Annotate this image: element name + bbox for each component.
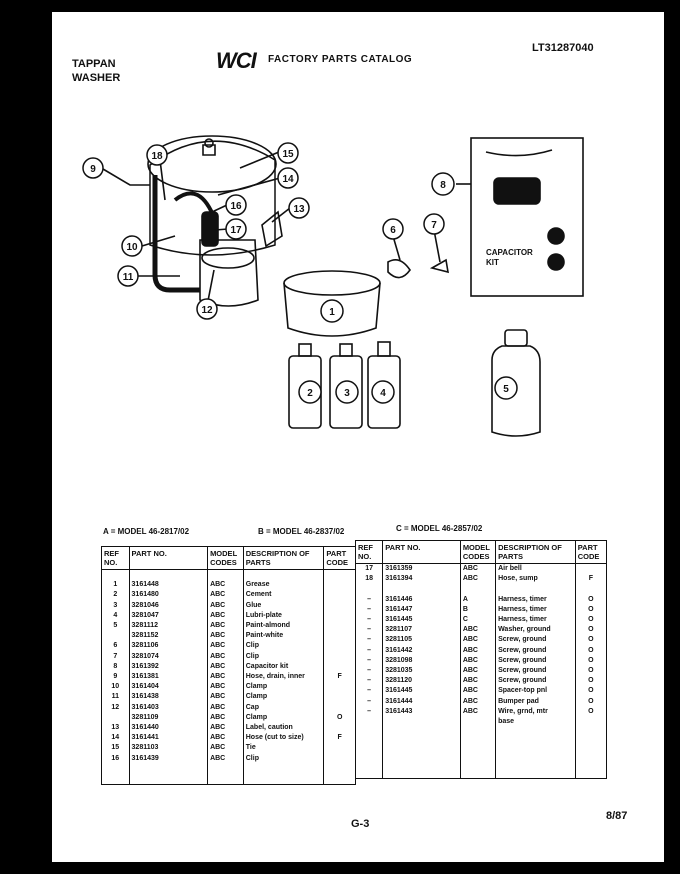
cell-code (324, 631, 356, 641)
cell-part (383, 737, 461, 747)
cell-ref: – (356, 625, 383, 635)
cell-desc: Glue (243, 601, 324, 611)
cell-model: ABC (208, 621, 244, 631)
cell-part (383, 748, 461, 758)
cell-desc: base (496, 717, 576, 727)
cell-code: O (575, 595, 606, 605)
cell-part: 3161438 (129, 692, 208, 702)
table-row (356, 656, 607, 666)
cell-desc: Hose (cut to size) (243, 733, 324, 743)
cell-model: ABC (460, 564, 495, 575)
cell-model: ABC (208, 672, 244, 682)
cell-ref: 14 (102, 733, 130, 743)
cell-ref: 18 (356, 574, 383, 584)
cell-ref: 11 (102, 692, 130, 702)
cell-code: O (575, 686, 606, 696)
callout-13: 13 (293, 204, 305, 215)
cell-model: ABC (208, 703, 244, 713)
table-row (102, 601, 356, 611)
cell-part: 3161448 (129, 580, 208, 590)
cell-desc: Washer, ground (496, 625, 576, 635)
table-row (102, 733, 356, 743)
cell-desc (496, 737, 576, 747)
cell-desc: Cement (243, 590, 324, 600)
cell-model (460, 727, 495, 737)
wci-logo: WCI (216, 48, 256, 73)
cell-desc: Wire, grnd, mtr (496, 707, 576, 717)
cell-desc: Clamp (243, 713, 324, 723)
cell-ref: 16 (102, 754, 130, 764)
cell-model (460, 748, 495, 758)
cell-code (575, 727, 606, 737)
cell-desc (243, 764, 324, 774)
table-row (102, 652, 356, 662)
cell-part: 3281107 (383, 625, 461, 635)
cell-part (129, 570, 208, 581)
cell-desc: Label, caution (243, 723, 324, 733)
callout-14: 14 (282, 174, 294, 185)
col-desc: DESCRIPTION OF PARTS (243, 547, 324, 570)
cell-model: ABC (460, 646, 495, 656)
cell-model: ABC (208, 611, 244, 621)
table-row (102, 621, 356, 631)
table-row (102, 754, 356, 764)
cell-desc: Lubri-plate (243, 611, 324, 621)
cell-ref (102, 570, 130, 581)
cell-model: ABC (460, 666, 495, 676)
cell-part: 3281098 (383, 656, 461, 666)
cell-desc: Screw, ground (496, 676, 576, 686)
cell-code (324, 601, 356, 611)
cell-part: 3281106 (129, 641, 208, 651)
cell-code (575, 748, 606, 758)
table-row (356, 615, 607, 625)
callout-16: 16 (230, 201, 242, 212)
cell-ref: – (356, 686, 383, 696)
cell-part: 3161359 (383, 564, 461, 575)
table-row (356, 717, 607, 727)
cell-ref (356, 737, 383, 747)
catalog-title: FACTORY PARTS CATALOG (268, 54, 413, 65)
cell-model: ABC (208, 713, 244, 723)
cell-part: 3281047 (129, 611, 208, 621)
callout-15: 15 (282, 149, 294, 160)
cell-model: ABC (208, 662, 244, 672)
cell-desc (496, 768, 576, 779)
cell-model: ABC (208, 733, 244, 743)
cell-model (460, 717, 495, 727)
cell-part: 3161394 (383, 574, 461, 584)
table-row (356, 676, 607, 686)
cell-model (208, 764, 244, 774)
cell-model: ABC (208, 692, 244, 702)
table-row (356, 768, 607, 779)
cell-part (383, 727, 461, 737)
table-row (102, 703, 356, 713)
table-row (356, 697, 607, 707)
cell-desc: Spacer-top pnl (496, 686, 576, 696)
cell-model: ABC (460, 676, 495, 686)
cell-desc: Clip (243, 652, 324, 662)
cell-part: 3281152 (129, 631, 208, 641)
cell-part: 3161440 (129, 723, 208, 733)
cell-part: 3161404 (129, 682, 208, 692)
cell-ref: 12 (102, 703, 130, 713)
doc-code: LT31287040 (532, 42, 594, 54)
cell-ref (356, 584, 383, 594)
callout-3: 3 (344, 388, 350, 399)
table-row (102, 764, 356, 774)
cell-code: O (575, 635, 606, 645)
col-part: PART NO. (129, 547, 208, 570)
cell-part: 3161392 (129, 662, 208, 672)
cell-desc (496, 758, 576, 768)
brand-line-2: WASHER (72, 72, 121, 84)
table-row (102, 682, 356, 692)
parts-table-right (355, 540, 607, 779)
col-ref: REF NO. (102, 547, 130, 570)
cell-code (575, 564, 606, 575)
cell-code: O (575, 625, 606, 635)
table-row (356, 737, 607, 747)
cell-part: 3161442 (383, 646, 461, 656)
cell-ref: 4 (102, 611, 130, 621)
cell-ref: 10 (102, 682, 130, 692)
cell-part: 3161439 (129, 754, 208, 764)
cell-model: ABC (460, 574, 495, 584)
cell-ref (102, 713, 130, 723)
cell-model: ABC (460, 635, 495, 645)
table-row (102, 570, 356, 581)
cell-model: ABC (208, 682, 244, 692)
cell-code: O (575, 646, 606, 656)
cell-ref (356, 727, 383, 737)
cell-desc: Screw, ground (496, 656, 576, 666)
cell-model: ABC (208, 580, 244, 590)
cell-part: 3161445 (383, 686, 461, 696)
table-row (356, 748, 607, 758)
cell-part: 3281105 (383, 635, 461, 645)
cell-ref: – (356, 646, 383, 656)
cell-ref (102, 631, 130, 641)
cell-desc (496, 584, 576, 594)
callout-11: 11 (122, 272, 134, 283)
table-row (356, 635, 607, 645)
cell-code: O (575, 605, 606, 615)
table-row (102, 672, 356, 682)
table-row (102, 774, 356, 785)
cell-model: ABC (208, 641, 244, 651)
callout-7: 7 (431, 220, 437, 231)
cell-ref (356, 768, 383, 779)
cell-code: F (575, 574, 606, 584)
cell-part: 3161443 (383, 707, 461, 717)
cell-part (383, 768, 461, 779)
cell-code (575, 737, 606, 747)
cell-code: O (575, 707, 606, 717)
revision-date: 8/87 (606, 810, 628, 822)
cell-desc: Clip (243, 754, 324, 764)
cell-model (460, 768, 495, 779)
cell-model (208, 774, 244, 785)
cell-part (129, 764, 208, 774)
model-a: A = MODEL 46-2817/02 (103, 527, 190, 536)
cell-desc: Air bell (496, 564, 576, 575)
cell-part: 3161480 (129, 590, 208, 600)
cell-part: 3161444 (383, 697, 461, 707)
cell-code: O (324, 713, 356, 723)
table-row (356, 574, 607, 584)
cell-code (324, 682, 356, 692)
col-model: MODEL CODES (460, 541, 495, 564)
cell-model: ABC (460, 656, 495, 666)
cell-code (324, 652, 356, 662)
cell-part: 3281120 (383, 676, 461, 686)
table-row (102, 590, 356, 600)
cell-desc: Hose, drain, inner (243, 672, 324, 682)
cell-part (383, 584, 461, 594)
cell-part: 3161381 (129, 672, 208, 682)
cell-code: F (324, 672, 356, 682)
cell-model (460, 758, 495, 768)
table-row (102, 692, 356, 702)
cell-desc: Screw, ground (496, 635, 576, 645)
table-row (356, 646, 607, 656)
cell-part (383, 717, 461, 727)
cell-ref: 6 (102, 641, 130, 651)
cell-desc (496, 748, 576, 758)
cell-code (575, 717, 606, 727)
cell-part: 3281046 (129, 601, 208, 611)
cell-code (324, 590, 356, 600)
callout-5: 5 (503, 384, 509, 395)
cell-model: ABC (208, 723, 244, 733)
cell-ref: 9 (102, 672, 130, 682)
cell-ref: – (356, 635, 383, 645)
cell-model: ABC (460, 686, 495, 696)
cell-desc: Grease (243, 580, 324, 590)
table-row (102, 580, 356, 590)
cell-model: ABC (460, 625, 495, 635)
cell-code (324, 692, 356, 702)
cell-desc: Cap (243, 703, 324, 713)
cell-ref: 15 (102, 743, 130, 753)
cell-model: ABC (208, 754, 244, 764)
cell-code (324, 570, 356, 581)
cell-ref: – (356, 697, 383, 707)
table-header-row (356, 541, 607, 564)
brand-line-1: TAPPAN (72, 58, 116, 70)
callout-10: 10 (126, 242, 138, 253)
table-row (102, 713, 356, 723)
cell-desc (496, 727, 576, 737)
cell-model: ABC (208, 652, 244, 662)
cell-code (324, 580, 356, 590)
callout-2: 2 (307, 388, 313, 399)
cell-ref: 3 (102, 601, 130, 611)
cell-desc: Harness, timer (496, 605, 576, 615)
cell-ref: 2 (102, 590, 130, 600)
cell-ref (356, 748, 383, 758)
cell-code: O (575, 666, 606, 676)
callout-4: 4 (380, 388, 386, 399)
cell-part: 3161447 (383, 605, 461, 615)
cell-code (324, 723, 356, 733)
cell-desc: Clip (243, 641, 324, 651)
cell-part (129, 774, 208, 785)
cell-model (460, 584, 495, 594)
cell-code: O (575, 676, 606, 686)
cell-desc: Hose, sump (496, 574, 576, 584)
cell-part: 3161441 (129, 733, 208, 743)
callout-8: 8 (440, 180, 446, 191)
cell-code (324, 611, 356, 621)
cell-ref: – (356, 615, 383, 625)
cell-ref: 13 (102, 723, 130, 733)
exploded-parts-diagram (60, 120, 620, 450)
cell-ref: 1 (102, 580, 130, 590)
cell-code (575, 584, 606, 594)
cell-ref: 17 (356, 564, 383, 575)
cell-model: ABC (208, 631, 244, 641)
cell-code (324, 764, 356, 774)
cell-code (324, 703, 356, 713)
cell-code (324, 662, 356, 672)
cell-desc: Harness, timer (496, 615, 576, 625)
table-row (102, 641, 356, 651)
page-number: G-3 (351, 818, 370, 830)
col-code: PART CODE (575, 541, 606, 564)
col-part: PART NO. (383, 541, 461, 564)
cell-part (383, 758, 461, 768)
cell-part: 3161403 (129, 703, 208, 713)
cell-part: 3281109 (129, 713, 208, 723)
col-ref: REF NO. (356, 541, 383, 564)
cell-code: F (324, 733, 356, 743)
cell-code (324, 754, 356, 764)
cell-ref (102, 774, 130, 785)
cell-desc: Harness, timer (496, 595, 576, 605)
cell-desc: Paint-white (243, 631, 324, 641)
callout-6: 6 (390, 225, 396, 236)
col-desc: DESCRIPTION OF PARTS (496, 541, 576, 564)
cell-desc (243, 570, 324, 581)
model-c: C = MODEL 46-2857/02 (396, 524, 483, 533)
cell-code: O (575, 615, 606, 625)
cell-ref: – (356, 676, 383, 686)
cell-desc: Tie (243, 743, 324, 753)
cell-part: 3161446 (383, 595, 461, 605)
cell-desc: Clamp (243, 682, 324, 692)
cell-part: 3281103 (129, 743, 208, 753)
model-b: B = MODEL 46-2837/02 (258, 527, 345, 536)
cell-code: O (575, 656, 606, 666)
table-row (356, 584, 607, 594)
parts-table-left (101, 546, 356, 785)
cell-desc (243, 774, 324, 785)
cell-model (460, 737, 495, 747)
cell-code (324, 621, 356, 631)
table-row (356, 625, 607, 635)
cell-model: ABC (208, 590, 244, 600)
cell-code (324, 743, 356, 753)
cell-ref: – (356, 605, 383, 615)
cell-ref: – (356, 656, 383, 666)
cell-desc: Capacitor kit (243, 662, 324, 672)
cell-ref: 5 (102, 621, 130, 631)
capacitor-kit-label: CAPACITOR KIT (486, 248, 533, 267)
cell-ref: – (356, 666, 383, 676)
col-model: MODEL CODES (208, 547, 244, 570)
cell-desc: Clamp (243, 692, 324, 702)
table-header-row (102, 547, 356, 570)
table-row (356, 727, 607, 737)
table-row (356, 707, 607, 717)
table-row (356, 605, 607, 615)
cell-part: 3161445 (383, 615, 461, 625)
cell-model: ABC (208, 601, 244, 611)
cell-code (575, 758, 606, 768)
callout-17: 17 (230, 225, 242, 236)
table-row (356, 686, 607, 696)
cell-ref (356, 717, 383, 727)
cell-code: O (575, 697, 606, 707)
table-row (102, 743, 356, 753)
cell-desc: Screw, ground (496, 646, 576, 656)
table-row (102, 631, 356, 641)
callout-12: 12 (201, 305, 213, 316)
table-row (102, 723, 356, 733)
table-row (102, 662, 356, 672)
cell-ref: 7 (102, 652, 130, 662)
cell-model (208, 570, 244, 581)
callout-18: 18 (151, 151, 163, 162)
cell-code (324, 641, 356, 651)
cell-desc: Bumper pad (496, 697, 576, 707)
cell-ref: 8 (102, 662, 130, 672)
cell-model: C (460, 615, 495, 625)
cell-model: ABC (460, 697, 495, 707)
cell-model: A (460, 595, 495, 605)
cell-part: 3281035 (383, 666, 461, 676)
cell-desc: Paint-almond (243, 621, 324, 631)
cell-ref (356, 758, 383, 768)
col-code: PART CODE (324, 547, 356, 570)
cell-part: 3281112 (129, 621, 208, 631)
table-row (102, 611, 356, 621)
cell-model: ABC (208, 743, 244, 753)
cell-model: B (460, 605, 495, 615)
cell-model: ABC (460, 707, 495, 717)
cell-desc: Screw, ground (496, 666, 576, 676)
cell-part: 3281074 (129, 652, 208, 662)
cell-code (324, 774, 356, 785)
cell-ref: – (356, 707, 383, 717)
cell-ref: – (356, 595, 383, 605)
table-row (356, 666, 607, 676)
callout-1: 1 (329, 307, 335, 318)
cell-code (575, 768, 606, 779)
table-row (356, 564, 607, 575)
cell-ref (102, 764, 130, 774)
callout-9: 9 (90, 164, 96, 175)
table-row (356, 595, 607, 605)
table-row (356, 758, 607, 768)
